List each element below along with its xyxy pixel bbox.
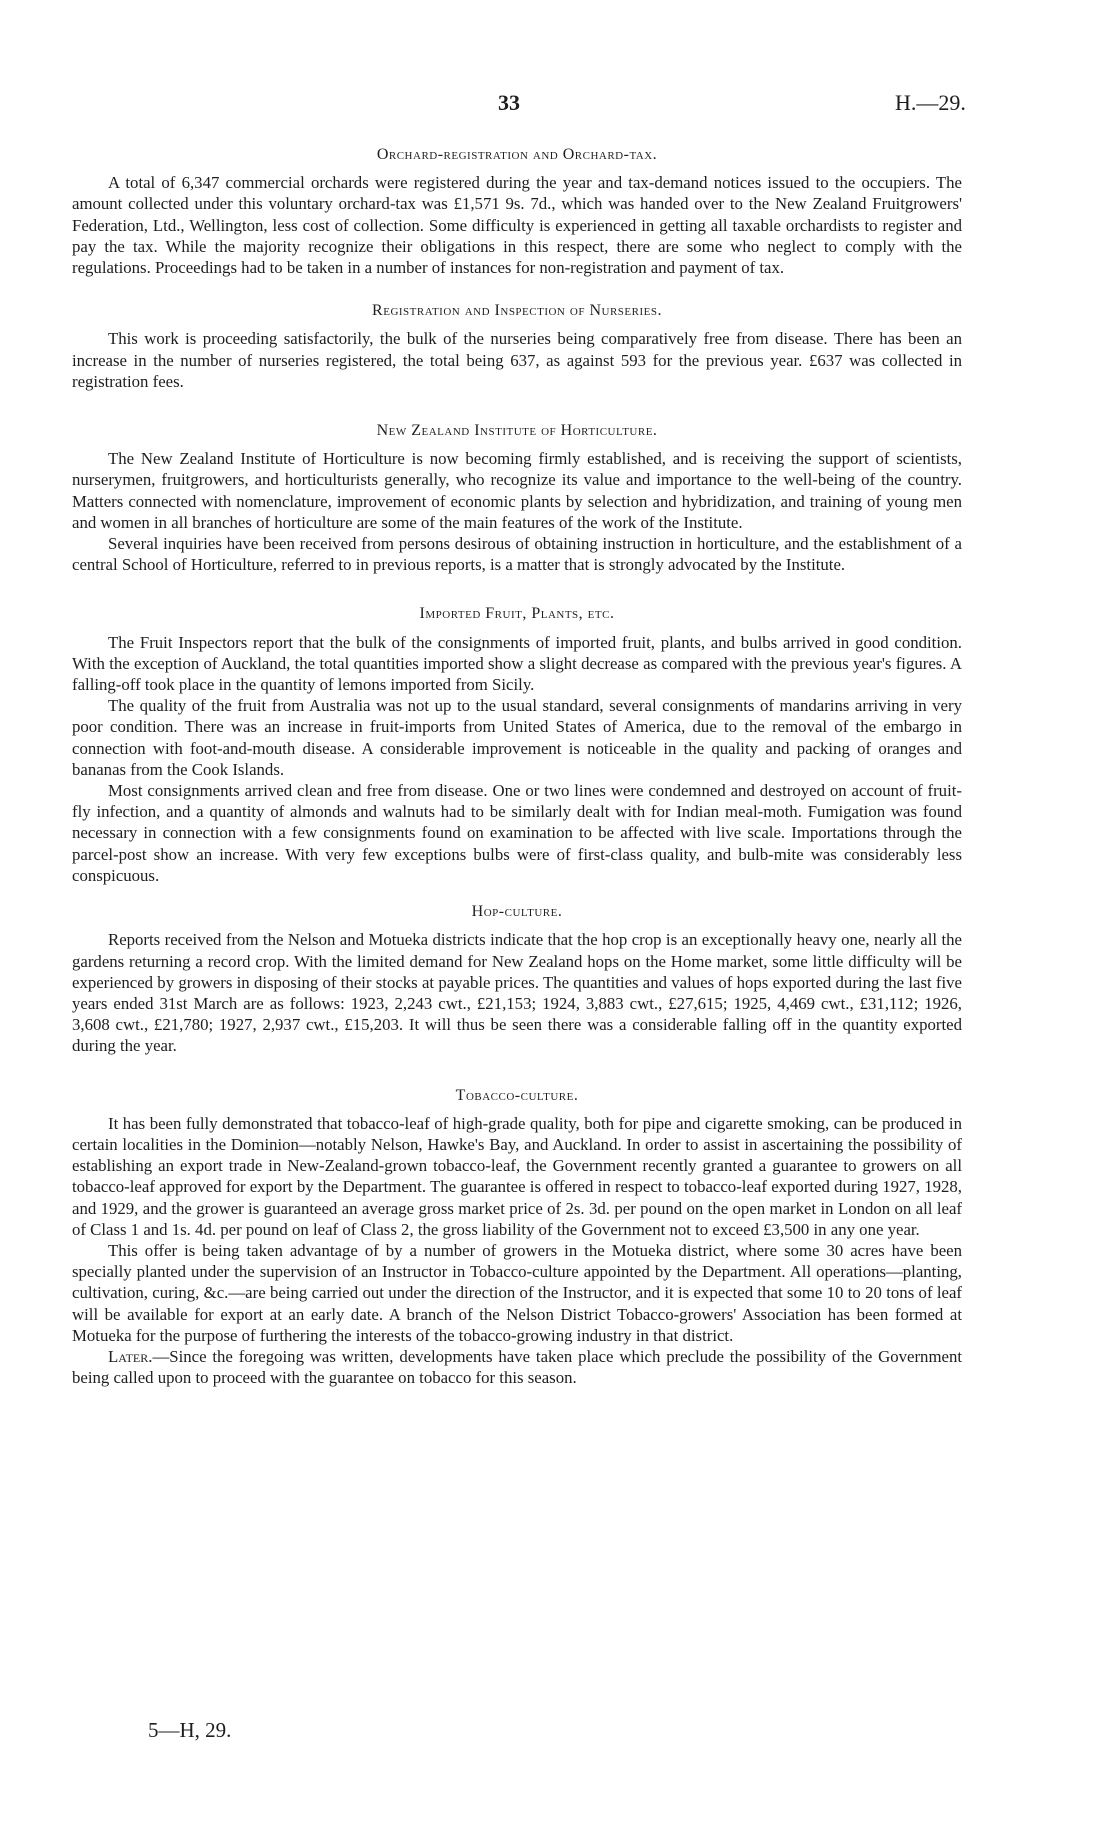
section-institute-horticulture [72,420,962,575]
section-tobacco-culture [72,1085,962,1389]
paragraph: Several inquiries have been received from persons desirous of obtaining instruction in horticulture, and the establishment of a central School of Horticulture, referred to in previous reports, is a matter that is strongly advocated by the Institute. [72,534,962,575]
paragraph: The Fruit Inspectors report that the bulk of the consignments of imported fruit, plants, and bulbs arrived in good condition. With the exception of Auckland, the total quantities imported show a slight decrease as compared with the previous year's figures. A falling-off took place in the quantity of lemons imported from Sicily. [72,632,962,695]
paragraph: A total of 6,347 commercial orchards were registered during the year and tax-demand notices issued to the occupiers. The amount collected under this voluntary orchard-tax was £1,571 9s. 7d., which was handed over to the New Zealand Fruitgrowers' Federation, Ltd., Wellington, less cost of collection. Some difficulty is experienced in getting all taxable orchardists to register and pay the tax. While the majority recognize their obligations in this respect, there are some who neglect to comply with the regulations. Proceedings had to be taken in a number of instances for non-registration and payment of tax. [72,173,962,278]
later-note [72,1346,962,1388]
paragraph: Most consignments arrived clean and free from disease. One or two lines were condemned and destroyed on account of fruit-fly infection, and a quantity of almonds and walnuts had to be similarly dealt with for Indian meal-moth. Fumigation was found necessary in connection with a few consignments found on examination to be affected with live scale. Importations through the parcel-post show an increase. With very few exceptions bulbs were of first-class quality, and bulb-mite was considerably less conspicuous. [72,781,962,885]
section-heading: Hop-culture. [471,903,563,921]
later-lead: Later. [108,1346,153,1366]
section-heading: Orchard-registration and Orchard-tax. [376,146,658,163]
document-reference: H.—29. [895,90,966,115]
paragraph: Reports received from the Nelson and Motueka districts indicate that the hop crop is an exceptionally heavy one, nearly all the gardens returning a record crop. With the limited demand for New Zealand hops on the Home market, some little difficulty will be experienced by growers in disposing of their stocks at payable prices. The quantities and values of hops exported during the last five years ended 31st March are as follows: 1923, 2,243 cwt., £21,153; 1924, 3,883 cwt., £27,615; 1925, 4,469 cwt., £31,112; 1926, 3,608 cwt., £21,780; 1927, 2,937 cwt., £15,203. It will thus be seen there was a considerable falling off in the quantity exported during the year. [72,930,962,1056]
paragraph: It has been fully demonstrated that tobacco-leaf of high-grade quality, both for pipe and cigarette smoking, can be produced in certain localities in the Dominion—notably Nelson, Hawke's Bay, and Auckland. In order to assist in ascertaining the possibility of establishing an export trade in New-Zealand-grown tobacco-leaf, the Government recently granted a guarantee to growers on all tobacco-leaf approved for export by the Department. The guarantee is offered in respect to tobacco-leaf exported during 1927, 1928, and 1929, and the grower is guaranteed an average gross market price of 2s. 3d. per pound on the open market in London on all leaf of Class 1 and 1s. 4d. per pound on leaf of Class 2, the gross liability of the Government not to exceed £3,500 in any one year. [72,1113,962,1239]
paragraph: This offer is being taken advantage of by a number of growers in the Motueka district, where some 30 acres have been specially planted under the supervision of an Instructor in Tobacco-culture appointed by the Department. All operations—planting, cultivation, curing, &c.—are being carried out under the direction of the Instructor, and it is expected that some 10 to 20 tons of leaf will be available for export at an early date. A branch of the Nelson District Tobacco-growers' Association has been formed at Motueka for the purpose of furthering the interests of the tobacco-growing industry in that district. [72,1240,962,1345]
paragraph: This work is proceeding satisfactorily, the bulk of the nurseries being comparatively free from disease. There has been an increase in the number of nurseries registered, the total being 637, as against 593 for the previous year. £637 was collected in registration fees. [72,329,962,391]
later-text: —Since the foregoing was written, developments have taken place which preclude the possibility of the Government being called upon to proceed with the guarantee on tobacco for this season. [72,1346,962,1388]
page-number: 33 [498,90,520,115]
section-hop-culture [72,901,962,1056]
section-heading: New Zealand Institute of Horticulture. [376,422,658,440]
section-heading: Registration and Inspection of Nurseries. [372,302,662,320]
section-imported-fruit [72,603,962,886]
footer-reference: 5—H, 29. [148,1718,232,1742]
section-orchard-registration [72,144,962,278]
document-body [72,144,962,1388]
section-heading: Tobacco-culture. [455,1086,579,1104]
paragraph: The New Zealand Institute of Horticulture is now becoming firmly established, and is receiving the support of scientists, nurserymen, fruitgrowers, and horticulturists generally, who recognize its value and importance to the well-being of the country. Matters connected with nomenclature, improvement of economic plants by selection and hybridization, and training of young men and women in all branches of horticulture are some of the main features of the work of the Institute. [72,449,962,532]
section-nurseries [72,300,962,392]
section-heading: Imported Fruit, Plants, etc. [419,605,615,623]
paragraph: The quality of the fruit from Australia was not up to the usual standard, several consignments of mandarins arriving in very poor condition. There was an increase in fruit-imports from United States of America, due to the removal of the embargo in connection with foot-and-mouth disease. A considerable improvement is noticeable in the quality and packing of oranges and bananas from the Cook Islands. [72,696,962,779]
